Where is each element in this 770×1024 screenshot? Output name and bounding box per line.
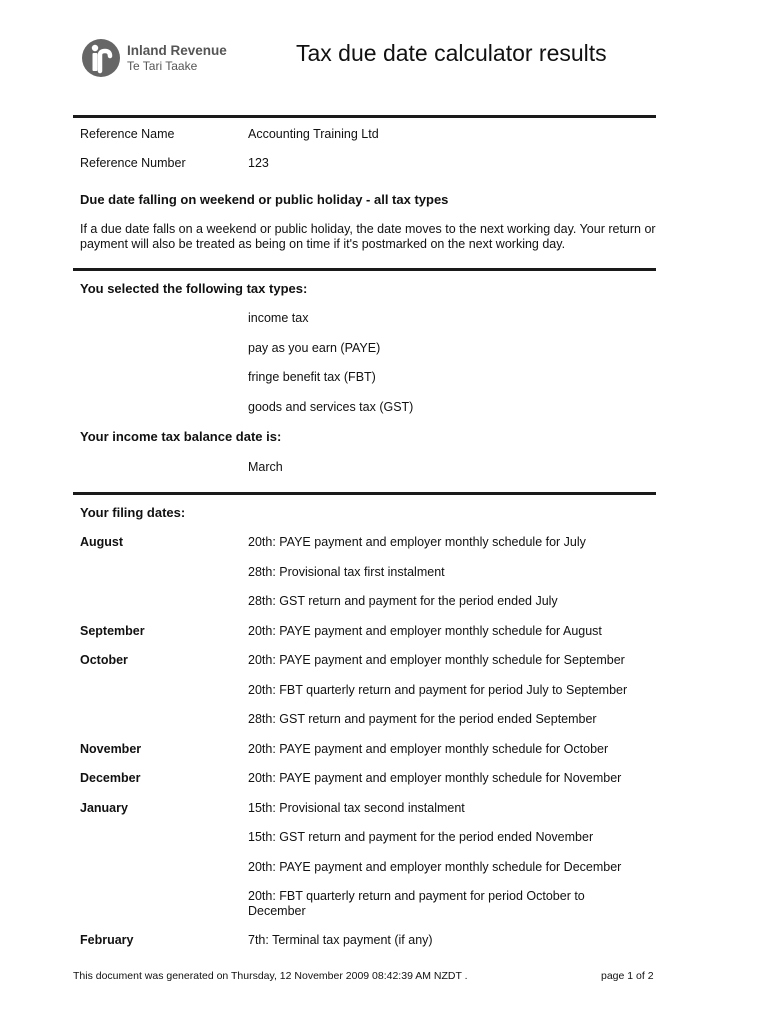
filing-entry: 15th: GST return and payment for the period ended November [248, 830, 594, 844]
filing-month: October [80, 653, 128, 667]
filing-entry: 20th: PAYE payment and employer monthly schedule for November [248, 771, 622, 785]
logo-name: Inland Revenue [127, 43, 227, 58]
generated-note: This document was generated on Thursday, 12 November 2009 08:42:39 AM NZDT . [73, 970, 468, 982]
page-number: page 1 of 2 [601, 970, 654, 982]
inland-revenue-logo [80, 37, 230, 81]
filing-month: December [80, 771, 141, 785]
filing-month: November [80, 742, 142, 756]
filing-entry: 28th: GST return and payment for the period ended September [248, 712, 597, 726]
tax-type-item: fringe benefit tax (FBT) [248, 370, 376, 384]
section-divider [73, 492, 656, 495]
filing-entry: 20th: PAYE payment and employer monthly schedule for July [248, 535, 586, 549]
filing-entry: 7th: Terminal tax payment (if any) [248, 933, 433, 947]
reference-name-label: Reference Name [80, 127, 175, 141]
filing-entry: 20th: PAYE payment and employer monthly schedule for September [248, 653, 625, 667]
filing-entry: 28th: Provisional tax first instalment [248, 565, 445, 579]
filing-entry: 20th: FBT quarterly return and payment for period October to December [248, 889, 585, 918]
balance-date-heading: Your income tax balance date is: [80, 429, 282, 444]
balance-date-value: March [248, 460, 283, 474]
section-divider [73, 115, 656, 118]
tax-type-item: pay as you earn (PAYE) [248, 341, 381, 355]
filing-dates-heading: Your filing dates: [80, 505, 186, 520]
reference-number-label: Reference Number [80, 156, 186, 170]
filing-entry: 20th: FBT quarterly return and payment for period July to September [248, 683, 628, 697]
filing-month: August [80, 535, 124, 549]
filing-entry: 20th: PAYE payment and employer monthly schedule for December [248, 860, 622, 874]
tax-types-heading: You selected the following tax types: [80, 281, 308, 296]
notice-text: If a due date falls on a weekend or public holiday, the date moves to the next working day. Your return or payment will also be treated as being on time if it's postmarked on the next working day. [80, 222, 656, 251]
reference-name-value: Accounting Training Ltd [248, 127, 379, 141]
filing-entry: 20th: PAYE payment and employer monthly schedule for August [248, 624, 602, 638]
filing-month: February [80, 933, 134, 947]
reference-number-value: 123 [248, 156, 269, 170]
section-divider [73, 268, 656, 271]
filing-month: September [80, 624, 145, 638]
filing-entry: 20th: PAYE payment and employer monthly schedule for October [248, 742, 609, 756]
notice-heading: Due date falling on weekend or public holiday - all tax types [80, 192, 449, 207]
tax-type-item: goods and services tax (GST) [248, 400, 414, 414]
filing-entry: 28th: GST return and payment for the period ended July [248, 594, 558, 608]
filing-month: January [80, 801, 128, 815]
tax-type-item: income tax [248, 311, 309, 325]
logo-subtitle: Te Tari Taake [127, 59, 198, 73]
ir-logo-icon [80, 37, 122, 79]
document-title: Tax due date calculator results [296, 40, 607, 66]
filing-entry: 15th: Provisional tax second instalment [248, 801, 465, 815]
